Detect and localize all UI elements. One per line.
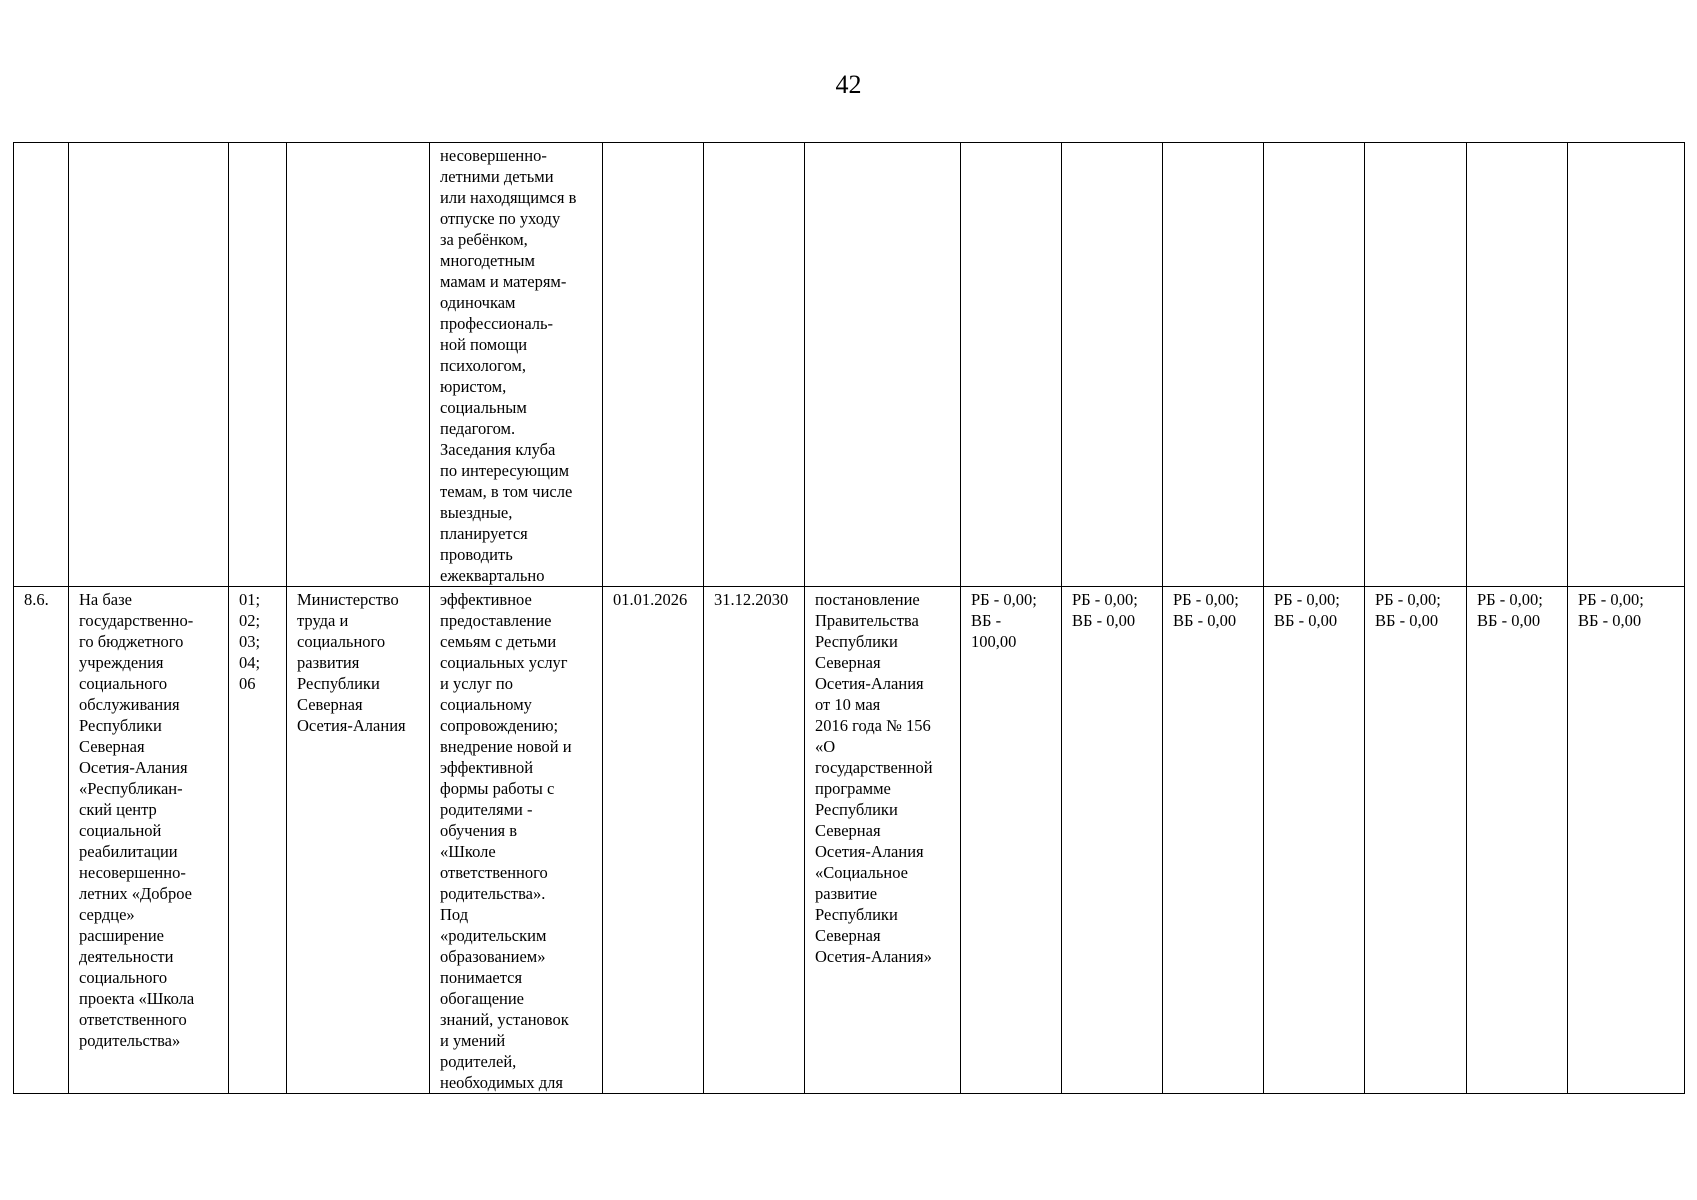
cell-funding-6: РБ - 0,00; ВБ - 0,00 [1467,587,1568,1094]
cell-legal-basis [805,143,961,587]
cell-funding-4 [1264,143,1365,587]
cell-funding-2 [1062,143,1163,587]
cell-funding-7 [1568,143,1685,587]
table-row [14,143,1685,587]
table-row [14,587,1685,1094]
cell-end-date: 31.12.2030 [704,587,805,1094]
cell-funding-4: РБ - 0,00; ВБ - 0,00 [1264,587,1365,1094]
page-number: 42 [835,70,862,99]
cell-codes: 01; 02; 03; 04; 06 [229,587,287,1094]
cell-event-name [69,143,229,587]
cell-funding-6 [1467,143,1568,587]
cell-funding-3: РБ - 0,00; ВБ - 0,00 [1163,587,1264,1094]
cell-funding-2: РБ - 0,00; ВБ - 0,00 [1062,587,1163,1094]
cell-start-date: 01.01.2026 [603,587,704,1094]
cell-funding-7: РБ - 0,00; ВБ - 0,00 [1568,587,1685,1094]
cell-end-date [704,143,805,587]
cell-expected-result: несовершенно- летними детьми или находящимся в отпуске по уходу за ребёнком, многодетным мамам и матерям- одиночкам профессиональ- ной помощи психологом, юристом, социальным педагогом. Заседания клуба по интересующим темам, в том числе выездные, планируется проводить ежеквартально [430,143,603,587]
cell-number: 8.6. [14,587,69,1094]
cell-codes [229,143,287,587]
cell-funding-5 [1365,143,1467,587]
cell-funding-1 [961,143,1062,587]
cell-responsible: Министерство труда и социального развития Республики Северная Осетия-Алания [287,587,430,1094]
cell-responsible [287,143,430,587]
cell-funding-1: РБ - 0,00; ВБ - 100,00 [961,587,1062,1094]
cell-funding-3 [1163,143,1264,587]
program-table [13,142,1685,1094]
cell-funding-5: РБ - 0,00; ВБ - 0,00 [1365,587,1467,1094]
cell-event-name: На базе государственно- го бюджетного учреждения социального обслуживания Республики Северная Осетия-Алания «Республикан- ский центр социальной реабилитации несовершенно- летних «Доброе сердце» расширение деятельности социального проекта «Школа ответственного родительства» [69,587,229,1094]
cell-expected-result: эффективное предоставление семьям с детьми социальных услуг и услуг по социальному сопровождению; внедрение новой и эффективной формы работы с родителями - обучения в «Школе ответственного родительства». Под «родительским образованием» понимается обогащение знаний, установок и умений родителей, необходимых для [430,587,603,1094]
cell-legal-basis: постановление Правительства Республики Северная Осетия-Алания от 10 мая 2016 года № 156 «О государственной программе Республики Северная Осетия-Алания «Социальное развитие Республики Северная Осетия-Алания» [805,587,961,1094]
cell-number [14,143,69,587]
cell-start-date [603,143,704,587]
